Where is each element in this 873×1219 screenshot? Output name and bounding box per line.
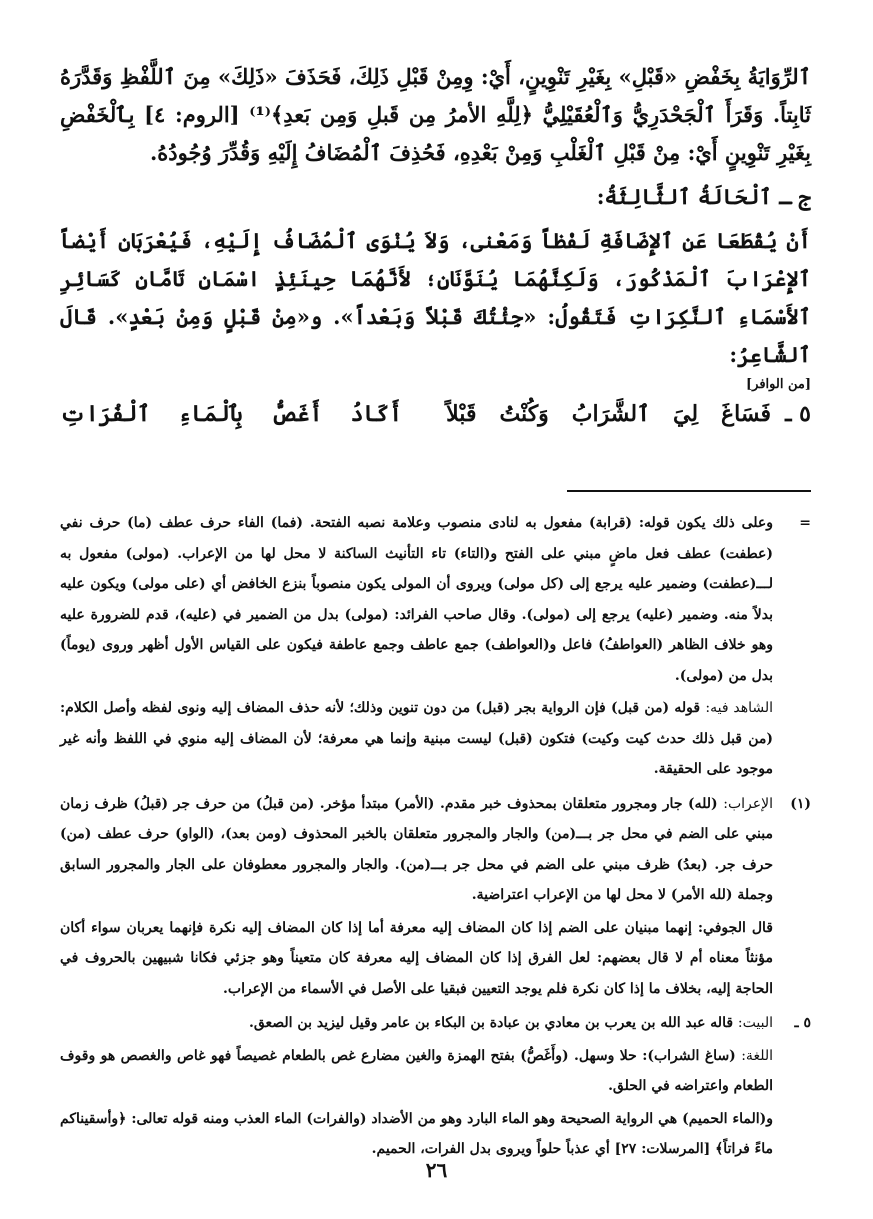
footnote-continuation [60, 508, 811, 785]
footnote-label: اللغة: [741, 1047, 773, 1064]
footnote-paragraph [60, 789, 773, 911]
footnote-paragraph: قال الجوفي: إنهما مبنيان على الضم إذا كان المضاف إليه معرفة أما إذا كان المضاف إليه نكرة فإنهما يعربان سواء أكان مؤنثاً معناه أم لا قال بعضهم: لعل الفرق إذا كان المضاف إليه معرفة كان متعيناً وهو جزئي فكانا شبيهين بالحروف في الحاجة إليه، بخلاف ما إذا كان نكرة فلم يوجد التعيين فبقيا على الأصل في الأسماء من الإعراب. [60, 919, 773, 997]
verse-first-hemistich: فَسَاغَ لِيَ ٱلشَّرَابُ وَكُنْتُ قَبْلاً [446, 401, 771, 427]
main-text [60, 58, 811, 432]
footnote-body [60, 508, 773, 785]
footnote-verse-5 [60, 1008, 811, 1165]
footnote-paragraph [60, 693, 773, 785]
footnote-body [60, 1008, 773, 1165]
poem-verse [60, 396, 811, 432]
footnote-text: (لله) جار ومجرور متعلقان بمحذوف خبر مقدم. (الأمر) مبتدأ مؤخر. (من قبلُ) من حرف جر (قبلُ) ظرف زمان مبني على الضم في محل جر بـــ(من) والجار والمجرور متعلقان بالخبر المحذوف (ومن بعد)، (الواو) حرف عطف (من) حرف جر. (بعدُ) ظرف مبني على الضم في محل جر بـــ(من). والجار والمجرور معطوفان على الجار والمجرور السابق وجملة (لله الأمر) لا محل لها من الإعراب اعتراضية. [60, 795, 773, 903]
main-paragraph-2: أَنْ يُقْطَعَا عَنِ ٱلإِضَافَةِ لَفْظاً وَمَعْنى، وَلاَ يُنْوَى ٱلْمُضَافُ إِلَيْهِ، فَيُعْرَبَانِ أَيْضاً ٱلإِعْرَابَ ٱلْمَذْكُورَ، وَلَكِنَّهُمَا يُنَوَّنَانِ؛ لأَنَّهُمَا حِينَئِذٍ اسْمَانِ تَامَّانِ كَسَائِرِ ٱلأَسْمَاءِ ٱلنَّكِرَاتِ فَتَقُولُ: «جِئْتُكَ قَبْلاً وَبَعْداً». و«مِنْ قَبْلٍ وَمِنْ بَعْدٍ». قَالَ ٱلشَّاعِرُ: [60, 228, 812, 367]
verse-number: ٥ ـ [785, 401, 811, 427]
footnote-paragraph [60, 1041, 773, 1102]
footnote-paragraph: وعلى ذلك يكون قوله: (قرابة) مفعول به لنادى منصوب وعلامة نصبه الفتحة. (فما) الفاء حرف عطف (ما) حرف نفي (عطفت) عطف فعل ماضٍ مبني على الفتح و(التاء) تاء التأنيث الساكنة لا محل لها من الإعراب. (مولى) مفعول به لـــ(عطفت) وضمير عليه يرجع إلى (كل مولى) ويروى أن المولى يكون منصوباً بنزع الخافض أي (على مولى) ويكون عليه بدلاً منه. وضمير (عليه) يرجع إلى (مولى). وقال صاحب الفرائد: (مولى) بدل من الضمير في (عليه)، قدم للضرورة عليه وهو خلاف الظاهر (العواطفُ) فاعل و(العواطف) جمع عاطف وجمع عاطفة فيكون على القياس الأول أظهر وروى (يوماً) بدل من (مولى). [60, 515, 773, 684]
footnote-1 [60, 789, 811, 1005]
footnote-text: قوله (من قبل) فإن الرواية بجر (قبل) من دون تنوين وذلك؛ لأنه حذف المضاف إليه ونوى لفظه وأصل الكلام: (من قبل ذلك حدث كيت وكيت) فتكون (قبل) ليست مبنية وإنما هي معرفة؛ لأن المضاف إليه منوي في اللفظ وأنه غير موجود على الحقيقة. [60, 700, 773, 777]
footnote-label: الشاهد فيه: [705, 700, 773, 716]
continuation-marker: = [799, 515, 811, 531]
footnote-label: البيت: [737, 1015, 773, 1031]
book-page [60, 58, 811, 1219]
footnote-paragraph: و(الماء الحميم) هي الرواية الصحيحة وهو الماء البارد وهو من الأضداد (والفرات) الماء العذب ومنه قوله تعالى: ﴿وأسقيناكم ماءً فراتاً﴾ [المرسلات: ٢٧] أي عذباً حلواً ويروى بدل الفرات، الحميم. [60, 1110, 773, 1157]
footnote-body [60, 789, 773, 1005]
verse-second-hemistich: أَكَادُ أَغَصُّ بِٱلْمَاءِ ٱلْفُرَاتِ [60, 401, 403, 427]
footnote-label: الإعراب: [723, 795, 773, 812]
footnote-separator [567, 490, 811, 492]
footnote-marker: (١) [790, 795, 811, 812]
footnotes [60, 504, 811, 1165]
footnote-marker: ٥ ـ [794, 1015, 811, 1031]
footnote-text: (ساغ الشراب): حلا وسهل. (وأَغَصُّ) بفتح الهمزة والغين مضارع غص بالطعام غصيصاً فهو غاص والغصص هو وقوف الطعام واعتراضه في الحلق. [60, 1047, 773, 1094]
footnote-text: قاله عبد الله بن يعرب بن معادي بن عبادة بن البكاء بن عامر وقيل ليزيد بن الصعق. [248, 1015, 734, 1031]
main-paragraph-1: ٱلرِّوَايَةُ بِخَفْضِ «قَبْلِ» بِغَيْرِ تَنْوِينٍ، أَيْ: وِمِنْ قَبْلِ ذَلِكَ، فَحَذَفَ «ذَلِكَ» مِنَ ٱللَّفْظِ وَقَدَّرَهُ ثَابِتاً. وَقَرَأَ ٱلْجَحْدَرِيُّ وَٱلْعُقَيْلِيُّ ﴿لِلَّهِ الأمرُ مِن قَبلِ وَمِن بَعدِ﴾⁽¹⁾ [الروم: ٤] بِٱلْخَفْضِ بِغَيْرِ تَنْوِينٍ أَيْ: مِنْ قَبْلِ ٱلْغَلْبِ وَمِنْ بَعْدِهِ، فَحُذِفَ ٱلْمُضَافُ إِلَيْهِ وَقُدِّرَ وُجُودُهُ. [60, 64, 811, 165]
page-number: ٢٦ [425, 1158, 448, 1182]
section-heading: ج ـ ٱلْحَالَةُ ٱلثَّالِثَةُ: [596, 184, 811, 209]
footnote-paragraph [60, 1008, 773, 1039]
poetic-meter-label: [من الوافر] [746, 377, 811, 392]
